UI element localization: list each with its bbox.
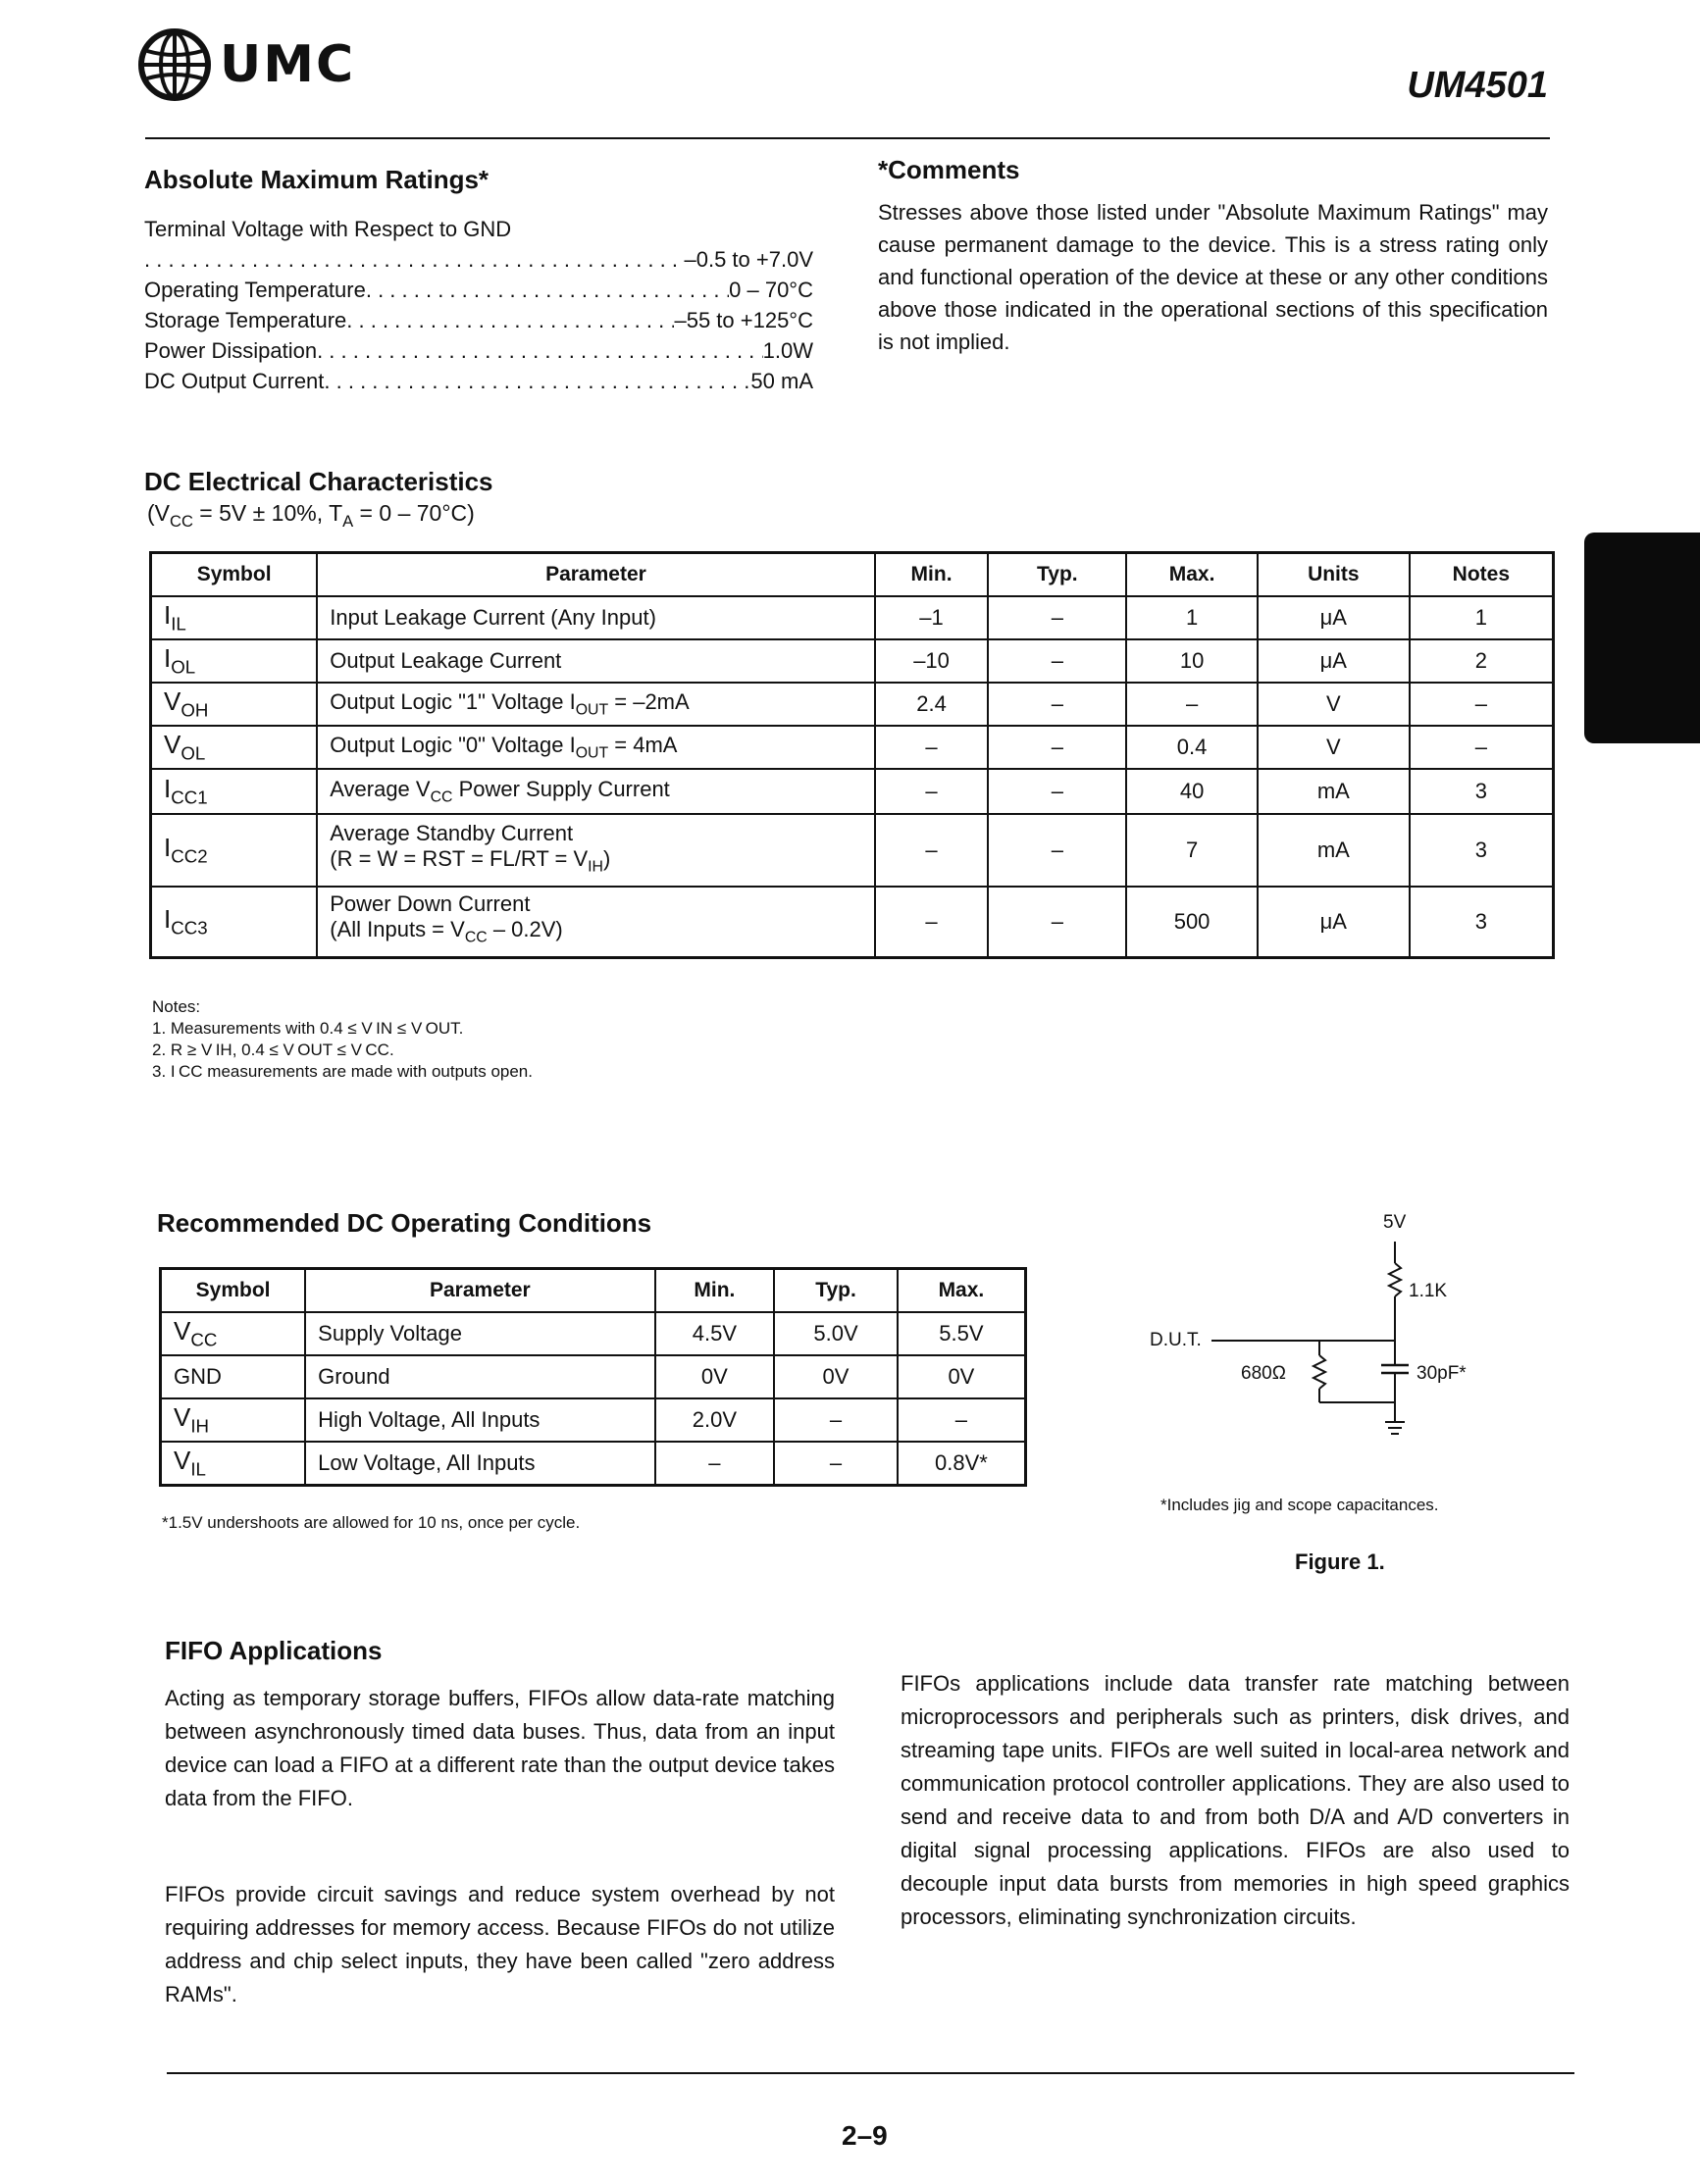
symbol-cell [161,1398,306,1442]
dc-char-conditions [147,500,475,532]
rating-value: –55 to +125°C [674,308,813,332]
symbol: I [164,774,172,804]
param-text: = 4mA [608,732,678,757]
resistor-1k1-label: 1.1K [1409,1281,1448,1301]
table-row [161,1312,1026,1355]
typ-cell: 0V [774,1355,898,1398]
abs-max-block [144,214,813,396]
units-cell: mA [1258,769,1410,814]
min-cell: 2.0V [655,1398,775,1442]
resistor-680-label: 680Ω [1241,1363,1286,1384]
table-row [151,887,1554,957]
notes-cell: 3 [1410,887,1554,957]
param-text: = –2mA [608,688,690,714]
logo-text: UMC [220,35,356,94]
rec-dc-table [159,1267,1027,1487]
max-cell: 0V [898,1355,1026,1398]
cond-sub: CC [170,511,193,531]
table-row [151,683,1554,726]
symbol-cell [151,769,318,814]
part-number: UM4501 [1407,65,1548,106]
fifo-left-p2: FIFOs provide circuit savings and reduce system overhead by not requiring addresses for memory access. Because FIFOs do not utilize address and chip select inputs, they have been called "zero address RAMs". [165,1882,835,2006]
rating-label: Power Dissipation [144,338,318,363]
column-header: Typ. [988,553,1126,597]
column-header: Min. [875,553,989,597]
param-text: – 0.2V) [487,917,563,942]
param-text: Power Supply Current [452,776,670,801]
units-cell: μA [1258,596,1410,639]
table-header-row [151,553,1554,597]
symbol: I [164,903,172,934]
symbol-cell [161,1312,306,1355]
typ-cell: – [988,683,1126,726]
max-cell: – [1126,683,1258,726]
parameter-cell [317,887,874,957]
min-cell: – [875,887,989,957]
min-cell: –1 [875,596,989,639]
table-row [161,1442,1026,1485]
parameter-cell [317,769,874,814]
typ-cell: 5.0V [774,1312,898,1355]
units-cell: μA [1258,639,1410,683]
symbol: V [174,1402,191,1433]
max-cell: 500 [1126,887,1258,957]
leader-dots [366,275,729,305]
dc-char-table [149,551,1555,959]
param-text: Average V [330,776,431,801]
typ-cell: – [988,887,1126,957]
column-header: Typ. [774,1269,898,1313]
table-row [151,639,1554,683]
symbol: V [164,730,181,760]
typ-cell: – [988,769,1126,814]
leader-dots [346,305,674,335]
fifo-right-p1: FIFOs applications include data transfer rate matching between microprocessors and peripherals such as printers, disk drives, and streaming tape units. FIFOs are well suited in local-area network and communication protocol controller applications. They are also used to send and receive data to and from both D/A and A/D converters in digital signal processing applications. FIFOs are also used to decouple input data bursts from memories in high speed graphics processors, eliminating synchronization circuits. [901,1671,1570,1929]
supply-label: 5V [1383,1212,1407,1233]
param-sub: CC [464,930,488,947]
min-cell: – [875,814,989,887]
rating-row [144,305,813,335]
rating-value: 0 – 70°C [729,278,813,302]
symbol: I [164,600,172,631]
leader-dots [317,335,763,366]
symbol-sub: CC1 [171,787,208,808]
fifo-left-p1: Acting as temporary storage buffers, FIFOs allow data-rate matching between asynchronously timed data buses. Thus, data from an input device can load a FIFO at a different rate than the output device takes data from the FIFO. [165,1686,835,1810]
symbol: I [164,643,172,674]
max-cell: 0.8V* [898,1442,1026,1485]
footer-rule [167,2072,1574,2074]
max-cell: 0.4 [1126,726,1258,769]
abs-max-title: Absolute Maximum Ratings* [144,165,489,194]
parameter-cell: Output Leakage Current [317,639,874,683]
comments-title: *Comments [878,155,1020,184]
column-header: Symbol [161,1269,306,1313]
page-number: 2–9 [842,2120,888,2151]
symbol-cell [161,1442,306,1485]
parameter-cell: Supply Voltage [305,1312,654,1355]
table-row [161,1398,1026,1442]
column-header: Parameter [317,553,874,597]
parameter-cell: High Voltage, All Inputs [305,1398,654,1442]
dc-char-notes [152,996,533,1083]
param-sub: OUT [575,744,609,762]
header-rule [145,137,1550,139]
leader-dots [144,244,685,275]
units-cell: V [1258,726,1410,769]
max-cell: 5.5V [898,1312,1026,1355]
param-text: Output Logic "0" Voltage I [330,732,576,757]
symbol-cell [151,726,318,769]
section-edge-tab [1584,533,1700,743]
symbol: V [174,1445,191,1475]
notes-cell: – [1410,726,1554,769]
notes-cell: – [1410,683,1554,726]
max-cell: 40 [1126,769,1258,814]
resistor-680 [1314,1355,1325,1389]
symbol-sub: OH [180,699,209,721]
symbol: I [164,833,172,863]
rating-value: 1.0W [762,338,813,363]
symbol-cell [151,814,318,887]
figure-caption-note: *Includes jig and scope capacitances. [1160,1496,1439,1514]
notes-title: Notes: [152,997,201,1016]
max-cell: 1 [1126,596,1258,639]
typ-cell: – [774,1398,898,1442]
typ-cell: – [988,726,1126,769]
symbol-sub: OL [180,742,206,764]
units-cell: μA [1258,887,1410,957]
terminal-voltage-value: –0.5 to +7.0V [684,247,813,272]
symbol-cell [151,683,318,726]
table-row [151,726,1554,769]
globe-logo-icon [137,27,212,102]
symbol-sub: CC2 [171,845,208,867]
column-header: Symbol [151,553,318,597]
column-header: Notes [1410,553,1554,597]
param-sub: OUT [575,701,609,719]
notes-cell: 3 [1410,814,1554,887]
param-text: Average Standby Current [330,820,574,845]
rec-dc-footnote: *1.5V undershoots are allowed for 10 ns, once per cycle. [162,1513,581,1532]
typ-cell: – [988,596,1126,639]
min-cell: 4.5V [655,1312,775,1355]
param-sub: IH [588,858,603,876]
capacitor-label: 30pF* [1417,1363,1467,1384]
cond-text: = 0 – 70°C) [353,500,475,526]
symbol: V [174,1316,191,1346]
param-line2 [330,846,861,881]
min-cell: 0V [655,1355,775,1398]
fifo-title: FIFO Applications [165,1636,383,1665]
rating-label: Storage Temperature [144,308,347,332]
figure-title: Figure 1. [1295,1549,1385,1574]
units-cell: mA [1258,814,1410,887]
min-cell: –10 [875,639,989,683]
symbol-cell [161,1355,306,1398]
symbol: V [164,686,181,717]
column-header: Parameter [305,1269,654,1313]
rating-row [144,366,813,396]
column-header: Units [1258,553,1410,597]
typ-cell: – [988,639,1126,683]
typ-cell: – [988,814,1126,887]
param-sub: CC [430,788,453,806]
table-header-row [161,1269,1026,1313]
symbol: GND [174,1364,222,1389]
column-header: Max. [898,1269,1026,1313]
rec-dc-title: Recommended DC Operating Conditions [157,1208,652,1238]
parameter-cell: Ground [305,1355,654,1398]
table-row [151,596,1554,639]
symbol-sub: CC3 [171,917,208,939]
test-load-circuit [1138,1206,1570,1461]
resistor-1k1 [1389,1263,1401,1296]
param-text: Power Down Current [330,891,531,917]
rating-value: 50 mA [750,369,813,393]
rating-row [144,275,813,305]
table-row [161,1355,1026,1398]
terminal-voltage-row [144,244,813,275]
parameter-cell [317,683,874,726]
units-cell: V [1258,683,1410,726]
param-text: (R = W = RST = FL/RT = V [330,845,589,871]
symbol-sub: IH [190,1415,210,1437]
comments-text: Stresses above those listed under "Absolute Maximum Ratings" may cause permanent damage to the device. This is a stress rating only and functional operation of the device at these or any other conditions above those indicated in the operational sections of this specification is not implied. [878,200,1548,354]
terminal-voltage-label: Terminal Voltage with Respect to GND [144,217,512,241]
notes-cell: 2 [1410,639,1554,683]
notes-cell: 1 [1410,596,1554,639]
max-cell: 7 [1126,814,1258,887]
symbol-cell [151,639,318,683]
table-row [151,769,1554,814]
symbol-sub: CC [190,1329,218,1350]
param-line2 [330,917,861,951]
parameter-cell [317,814,874,887]
note-item: 3. I CC measurements are made with outputs open. [152,1062,533,1081]
min-cell: – [655,1442,775,1485]
symbol-cell [151,596,318,639]
parameter-cell: Input Leakage Current (Any Input) [317,596,874,639]
dut-label: D.U.T. [1150,1330,1202,1350]
note-item: 2. R ≥ V IH, 0.4 ≤ V OUT ≤ V CC. [152,1041,394,1059]
leader-dots [324,366,750,396]
typ-cell: – [774,1442,898,1485]
param-text: (All Inputs = V [330,917,465,942]
min-cell: – [875,769,989,814]
symbol-cell [151,887,318,957]
parameter-cell [317,726,874,769]
symbol-sub: IL [190,1458,206,1480]
param-text: Output Logic "1" Voltage I [330,688,576,714]
dc-char-title: DC Electrical Characteristics [144,467,493,496]
rating-label: DC Output Current [144,369,325,393]
note-item: 1. Measurements with 0.4 ≤ V IN ≤ V OUT. [152,1019,464,1038]
column-header: Min. [655,1269,775,1313]
symbol-sub: IL [171,613,186,635]
umc-logo [137,27,355,102]
parameter-cell: Low Voltage, All Inputs [305,1442,654,1485]
notes-cell: 3 [1410,769,1554,814]
rating-label: Operating Temperature [144,278,366,302]
rating-row [144,335,813,366]
max-cell: 10 [1126,639,1258,683]
min-cell: – [875,726,989,769]
cond-text: ( [147,500,155,526]
min-cell: 2.4 [875,683,989,726]
cond-text: = 5V ± 10%, T [192,500,343,526]
symbol-sub: OL [171,656,196,678]
cond-sub: A [342,511,354,531]
max-cell: – [898,1398,1026,1442]
table-row [151,814,1554,887]
cond-text: V [154,500,171,526]
column-header: Max. [1126,553,1258,597]
param-text: ) [602,845,611,871]
